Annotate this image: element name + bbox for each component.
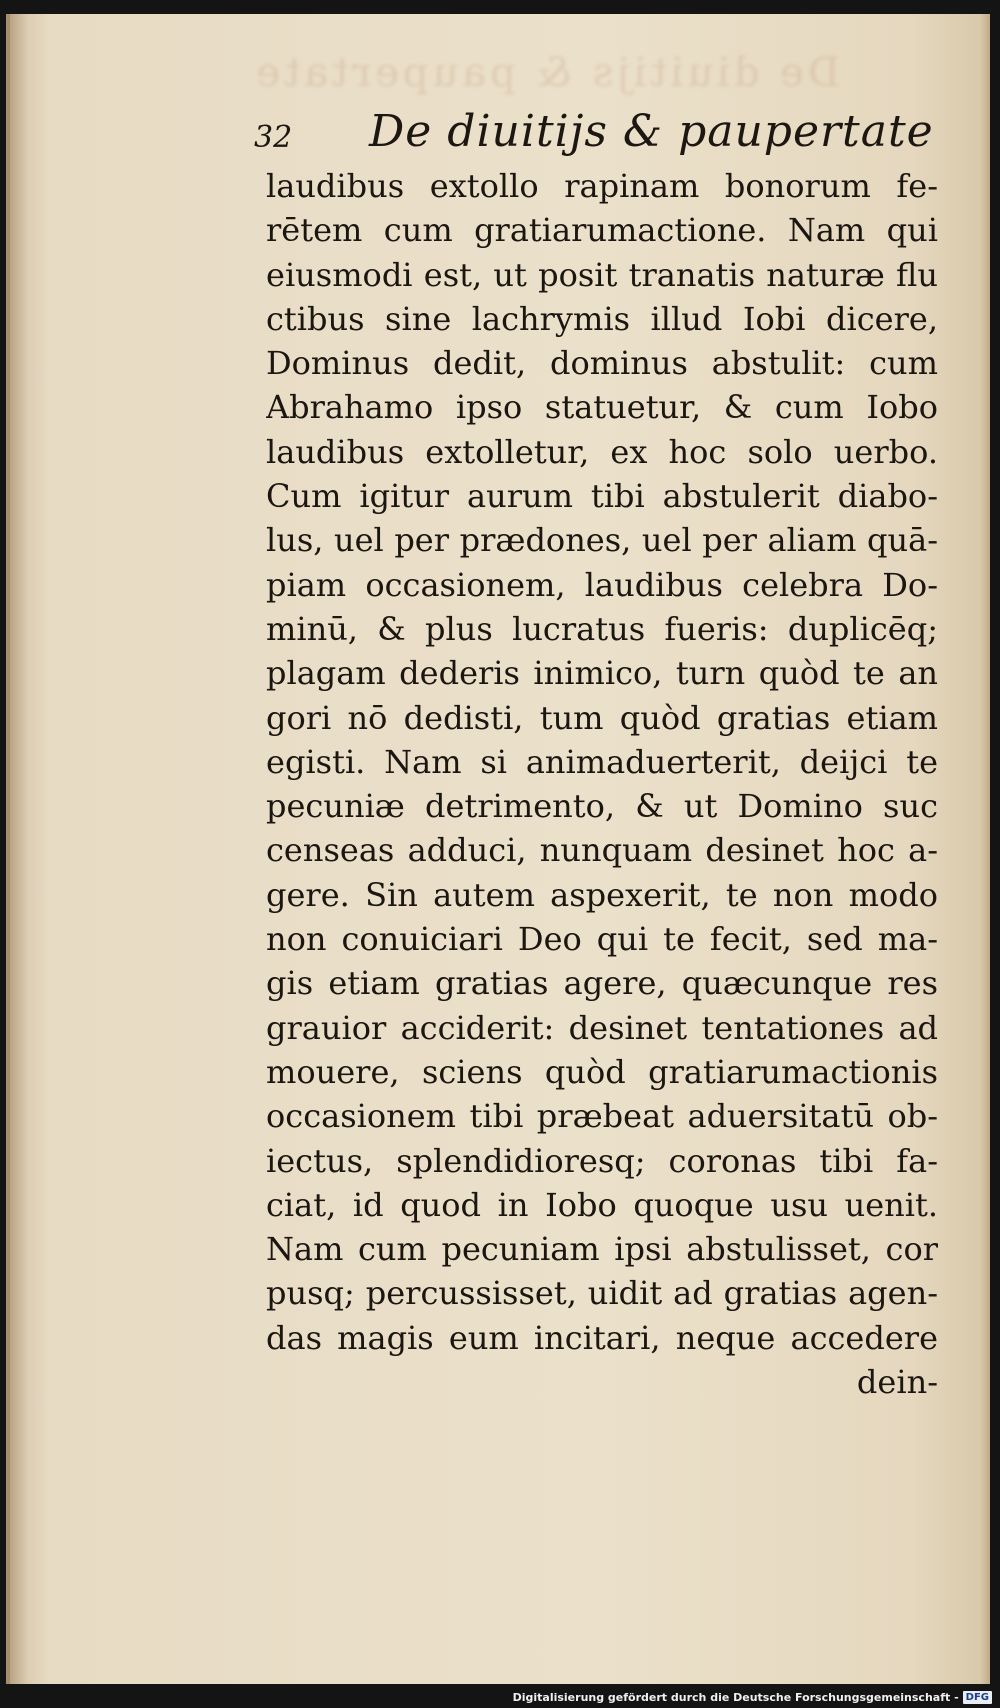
text-line: gis etiam gratias agere, quæcunque res [266, 964, 938, 1003]
catchword: dein- [856, 1363, 938, 1402]
text-line: rētem cum gratiarumactione. Nam qui [266, 211, 938, 250]
text-line: mouere, sciens quòd gratiarumactionis [266, 1052, 938, 1091]
text-line: plagam dederis inimico, turn quòd te an [266, 654, 938, 693]
text-line: das magis eum incitari, neque accedere [266, 1318, 938, 1357]
text-line: iectus, splendidioresq; coronas tibi fa- [266, 1141, 938, 1180]
text-line: Nam cum pecuniam ipsi abstulisset, cor [266, 1230, 938, 1269]
text-line: grauior acciderit: desinet tentationes ad [266, 1008, 938, 1047]
text-line: lus, uel per prædones, uel per aliam quā- [266, 521, 938, 560]
text-line: gori nō dedisti, tum quòd gratias etiam [266, 698, 938, 737]
digitization-credit [513, 1689, 992, 1705]
text-line: censeas adduci, nunquam desinet hoc a- [266, 831, 938, 870]
text-line: pusq; percussisset, uidit ad gratias agen- [266, 1274, 938, 1313]
text-line: minū, & plus lucratus fueris: duplicēq; [266, 609, 938, 648]
text-line: Dominus dedit, dominus abstulit: cum [266, 344, 938, 383]
credit-text: Digitalisierung gefördert durch die Deutsche Forschungsgemeinschaft - [512, 1690, 959, 1704]
ink-bleed-through: De diuitijs & paupertate [252, 50, 840, 96]
text-line: non conuiciari Deo qui te fecit, sed ma- [266, 920, 938, 959]
text-line: Cum igitur aurum tibi abstulerit diabo- [266, 477, 938, 516]
running-title: De diuitijs & paupertate [369, 106, 934, 157]
running-head [254, 106, 934, 166]
text-line: piam occasionem, laudibus celebra Do- [266, 565, 938, 604]
dfg-logo-icon: DFG [963, 1691, 992, 1704]
text-line: laudibus extolletur, ex hoc solo uerbo. [266, 432, 938, 471]
text-line: pecuniæ detrimento, & ut Domino suc [266, 787, 938, 826]
text-line: gere. Sin autem aspexerit, te non modo [266, 875, 938, 914]
text-line: laudibus extollo rapinam bonorum fe- [266, 167, 938, 205]
text-line: occasionem tibi præbeat aduersitatū ob- [266, 1097, 938, 1136]
text-line: Abrahamo ipso statuetur, & cum Iobo [266, 388, 938, 427]
text-line: egisti. Nam si animaduerterit, deijci te [266, 742, 938, 781]
page-number: 32 [254, 120, 293, 155]
text-line: eiusmodi est, ut posit tranatis naturæ flu [266, 255, 938, 294]
book-page [6, 14, 990, 1684]
text-line: ctibus sine lachrymis illud Iobi dicere, [266, 299, 938, 338]
text-line: ciat, id quod in Iobo quoque usu uenit. [266, 1185, 938, 1224]
body-text [266, 164, 938, 1404]
